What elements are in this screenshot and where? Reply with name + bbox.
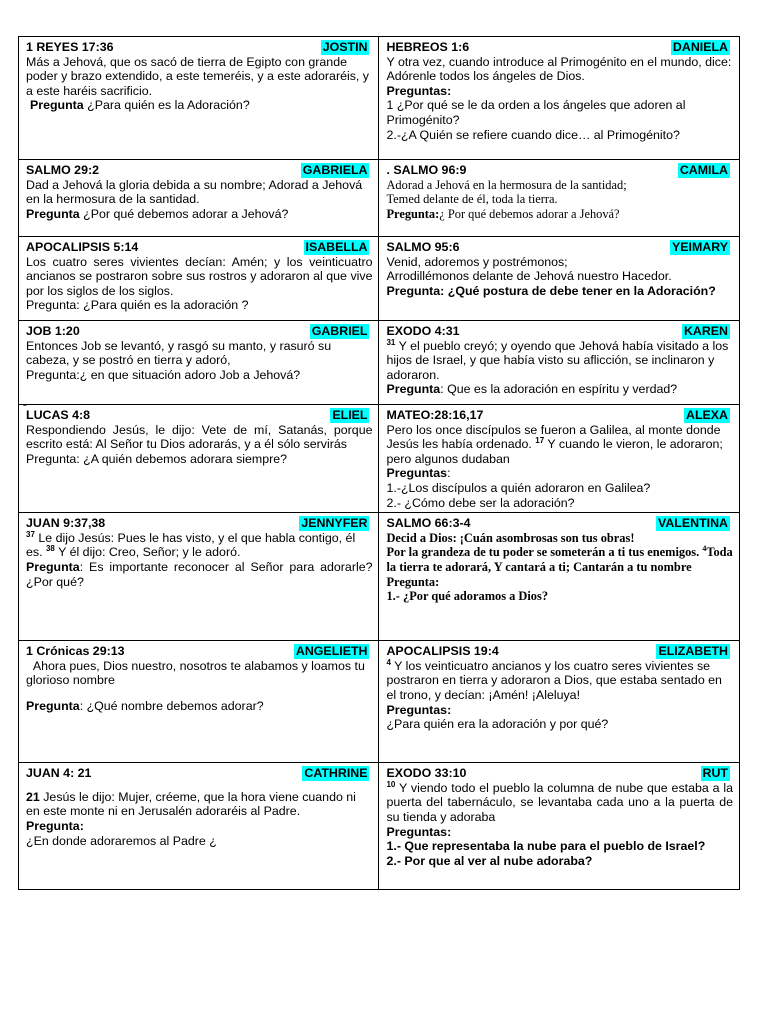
verse-reference: APOCALIPSIS 19:4 [386,644,499,659]
student-name: YEIMARY [672,240,728,254]
student-name: ELIEL [332,408,368,422]
verse-text: Más a Jehová, que os sacó de tierra de Egipto con grande poder y brazo extendido, a este temeréis, y a este adoraréis, y a este haréis sacrificio. [26,54,369,98]
verse-number: 4 [702,544,707,554]
student-name: ELIZABETH [658,644,728,659]
card-1-reyes-17-36 [19,37,379,160]
question-text: ¿Para quién era la adoración y por qué? [386,717,609,732]
question-label: Preguntas: [386,702,452,717]
verse-text: Adorad a Jehová en la hermosura de la santidad; [386,177,627,192]
verse-number: 4 [386,657,391,667]
table-row [19,405,740,513]
question [386,207,733,222]
verse-text: Decid a Dios: ¡Cuán asombrosas son tus obras! [386,530,635,545]
verse-reference: . SALMO 96:9 [386,163,467,177]
card-lucas-4-8 [19,402,379,513]
card-mateo-28-16-17 [379,405,740,513]
verse-number: 21 [26,789,40,804]
question-text: ¿En donde adoraremos al Padre ¿ [26,833,217,848]
card-exodo-4-31 [379,321,740,405]
verse-reference: SALMO 29:2 [26,163,99,177]
card-hebreos-1-6 [379,37,740,160]
card-1-cronicas-29-13 [19,641,379,763]
question-text: Pregunta:¿ en que situación adoro Job a Jehová? [26,367,301,382]
verse-text: Venid, adoremos y postrémonos; [386,254,568,269]
verse-reference: 1 REYES 17:36 [26,40,114,54]
verse-number: 17 [535,436,545,446]
question-2: 2.-¿A Quién se refiere cuando dice… al Primogénito? [386,127,680,142]
student-name: CAMILA [679,163,728,177]
verse-text: Los cuatro seres vivientes decían: Amén; y los veinticuatro ancianos se postraron sobre sus rostros y adoraron al que vive por los siglos de los siglos. [26,254,373,298]
verse-number: 37 [26,529,35,539]
question-text: : Que es la adoración en espíritu y verdad? [440,382,678,397]
question-text: : ¿Qué nombre debemos adorar? [79,698,264,713]
table-row [19,37,740,160]
verse-reference: JUAN 9:37,38 [26,516,106,531]
card-exodo-33-10 [379,763,740,890]
verse-reference: APOCALIPSIS 5:14 [26,240,139,254]
question-text: Pregunta: ¿Qué postura de debe tener en la Adoración? [386,283,716,298]
card-salmo-29-2 [19,160,379,237]
verse-reference: SALMO 66:3-4 [386,516,471,531]
table-row [19,160,740,237]
card-salmo-66-3-4 [379,513,740,641]
table-row [19,513,740,641]
verse-text: $^{37}$ Le dijo Jesús: Pues le has visto, y el que habla contigo, él es. $^{38}$ Y él dijo: Creo, Señor; y le adoró. [26,529,356,560]
question [386,382,733,397]
verse-text: Por la grandeza de tu poder se someterán a ti tus enemigos. $^4$Toda la tierra te adorará, Y cantará a ti; Cantarán a tu nombre [386,544,733,574]
card-juan-4-21 [19,763,379,890]
verse-text: Pero los once discípulos se fueron a Galilea, al monte donde Jesús les había ordenado. $^{17}$ Y cuando le vieron, le adoraron; pero algunos dudaban [386,422,723,466]
question-label: Pregunta [26,698,80,713]
table-row [19,763,740,890]
student-name: ANGELIETH [295,644,368,659]
student-name: GABRIEL [311,324,368,338]
verse-text: Arrodillémonos delante de Jehová nuestro Hacedor. [386,269,672,284]
question-text: Pregunta: ¿A quién debemos adorara siempre? [26,451,288,466]
question-1: 1.-¿Los discípulos a quién adoraron en Galilea? [386,480,651,495]
student-name: JOSTIN [322,40,368,54]
question-text: ¿Para quién es la Adoración? [83,98,250,113]
student-name: ISABELLA [305,240,368,254]
verse-text: 21 Jesús le dijo: Mujer, créeme, que la hora viene cuando ni en este monte ni en Jerusalén adoraréis al Padre. [26,789,356,819]
verse-text: Ahora pues, Dios nuestro, nosotros te alabamos y loamos tu glorioso nombre [26,658,369,688]
card-apocalipsis-5-14 [19,237,379,321]
question-1: 1.- ¿Por qué adoramos a Dios? [386,589,549,604]
question [26,699,372,714]
question-1: 1 ¿Por qué se le da orden a los ángeles que adoren al Primogénito? [386,98,686,127]
card-salmo-96-9 [379,160,740,237]
verse-text: Temed delante de él, toda la tierra. [386,192,558,207]
student-name: RUT [702,766,728,781]
table-row [19,641,740,763]
student-name: ALEXA [686,408,728,422]
verse-reference: JOB 1:20 [26,324,80,338]
student-name: CATHRINE [304,766,368,781]
verse-reference: 1 Crónicas 29:13 [26,644,125,659]
student-name: VALENTINA [658,516,728,531]
card-salmo-95-6 [379,237,740,321]
question-label: Pregunta [26,206,80,221]
card-juan-9-37-38 [19,513,379,641]
question-label: Preguntas [386,466,448,481]
question-label: Pregunta [30,98,84,113]
question-2: 2.- ¿Cómo debe ser la adoración? [386,495,575,510]
question-label: Preguntas: [386,824,452,839]
question-label: Pregunta: [386,574,440,589]
question-label: Preguntas: [386,83,452,98]
question-label: Pregunta [386,382,441,397]
verse-number: 31 [386,337,396,347]
student-name: KAREN [683,324,728,338]
question-2: 2.- Por que al ver al nube adoraba? [386,853,593,868]
card-apocalipsis-19-4 [379,641,740,763]
question: Preguntas: [386,466,451,481]
question-text: ¿ Por qué debemos adorar a Jehová? [439,206,620,221]
verse-reference: MATEO:28:16,17 [386,408,484,422]
verse-number: 10 [386,779,396,789]
question-label: Pregunta: [26,818,84,833]
verse-text: Adórenle todos los ángeles de Dios. [386,69,585,84]
verse-reference: JUAN 4: 21 [26,766,92,781]
question-text: Pregunta: ¿Para quién es la adoración ? [26,298,249,313]
table-row [19,321,740,405]
verse-text: Entonces Job se levantó, y rasgó su manto, y rasuró su cabeza, y se postró en tierra y adoró, [26,338,332,368]
question-label: Pregunta: [386,206,440,221]
verse-text: Dad a Jehová la gloria debida a su nombre; Adorad a Jehová en la hermosura de la santidad. [26,177,363,207]
student-name: JENNYFER [301,516,368,531]
verse-text: Respondiendo Jesús, le dijo: Vete de mí, Satanás, porque escrito está: Al Señor tu Dios adorarás, y a él sólo servirás [26,422,373,452]
question-label: Pregunta [26,559,80,574]
verse-reference: HEBREOS 1:6 [386,40,470,54]
verse-reference: EXODO 4:31 [386,324,460,338]
question-1: 1.- Que representaba la nube para el pueblo de Israel? [386,839,706,854]
question-text: : Es importante reconocer al Señor para adorarle? ¿Por qué? [26,559,373,589]
verse-text: Y otra vez, cuando introduce al Primogénito en el mundo, dice: [386,54,732,69]
question [26,98,372,113]
scripture-table [18,36,740,890]
verse-text: $^{10}$ Y viendo todo el pueblo la columna de nube que estaba a la puerta del tabernáculo, se levantaba cada uno a la puerta de su tienda y adoraba [386,779,733,824]
verse-number: 38 [45,544,55,554]
stray-mark: ˉ [23,402,27,416]
verse-text: $^4$ Y los veinticuatro ancianos y los cuatro seres vivientes se postraron en tierra y adoraron a Dios, que estaba sentado en el trono, y decían: ¡Amén! ¡Aleluya! [386,657,722,702]
verse-reference: LUCAS 4:8 [26,408,91,422]
verse-reference: SALMO 95:6 [386,240,460,254]
card-job-1-20 [19,321,379,405]
question [26,560,372,589]
verse-reference: EXODO 33:10 [386,766,467,781]
verse-text: $^{31}$ Y el pueblo creyó; y oyendo que Jehová había visitado a los hijos de Israel, y que había visto su aflicción, se inclinaron y adoraron. [386,337,729,382]
student-name: GABRIELA [302,163,368,177]
question [26,207,372,222]
question-text: ¿Por qué debemos adorar a Jehová? [79,206,289,221]
student-name: DANIELA [672,40,728,54]
table-row [19,237,740,321]
